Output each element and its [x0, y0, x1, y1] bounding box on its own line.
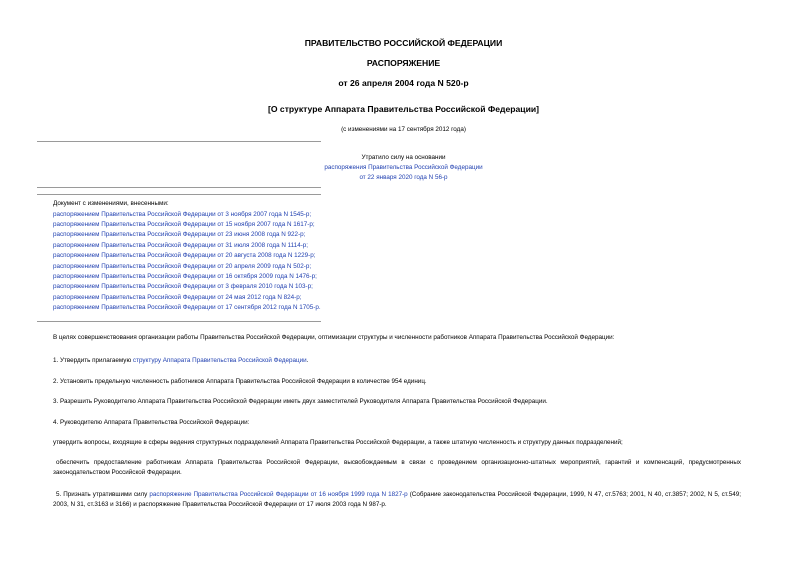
- clause-2: 2. Установить предельную численность работников Аппарата Правительства Российской Федерации в количестве 954 единиц.: [53, 378, 427, 385]
- change-link[interactable]: распоряжением Правительства Российской Федерации от 17 сентября 2012 года N 1705-р.: [53, 304, 321, 312]
- divider: [37, 141, 321, 142]
- change-link[interactable]: распоряжением Правительства Российской Федерации от 15 ноября 2007 года N 1617-р;: [53, 220, 315, 228]
- clause-5-rest: (Собрание законодательства Российской Федерации, 1999, N 47, ст.5763; 2001, N 40, ст.3857; 2002, N 5, ст.549; 2003, N 31, ст.3163 и 3166) и распоряжение Правительства Российской Федерации от 17 июля 2003 года N 987-р.: [53, 491, 741, 508]
- repeal-link[interactable]: распоряжения Правительства Российской Федерации: [324, 164, 483, 171]
- repealed-order-link[interactable]: распоряжение Правительства Российской Федерации от 16 ноября 1999 года N 1827-р: [149, 491, 408, 498]
- changes-intro: Документ с изменениями, внесенными:: [53, 200, 169, 207]
- clause-5-text: 5. Признать утратившими силу: [56, 491, 150, 498]
- clause-3: 3. Разрешить Руководителю Аппарата Правительства Российской Федерации иметь двух заместителей Руководителя Аппарата Правительства Российской Федерации.: [53, 398, 548, 405]
- clause-1: [53, 356, 741, 366]
- divider: [37, 321, 321, 322]
- clause-1-text: 1. Утвердить прилагаемую: [53, 357, 133, 364]
- revision-note: (с изменениями на 17 сентября 2012 года): [341, 126, 466, 133]
- divider: [37, 187, 321, 188]
- clause-1-end: .: [306, 357, 309, 364]
- change-link[interactable]: распоряжением Правительства Российской Федерации от 20 апреля 2009 года N 502-р;: [53, 262, 312, 270]
- change-link[interactable]: распоряжением Правительства Российской Федерации от 3 февраля 2010 года N 103-р;: [53, 283, 313, 291]
- change-link[interactable]: распоряжением Правительства Российской Федерации от 23 июня 2008 года N 922-р;: [53, 231, 306, 239]
- change-link[interactable]: распоряжением Правительства Российской Федерации от 3 ноября 2007 года N 1545-р;: [53, 210, 312, 218]
- clause-4: 4. Руководителю Аппарата Правительства Российской Федерации:: [53, 419, 250, 426]
- change-link[interactable]: распоряжением Правительства Российской Федерации от 31 июля 2008 года N 1114-р;: [53, 241, 309, 249]
- structure-link[interactable]: структуру Аппарата Правительства Российской Федерации: [132, 357, 307, 364]
- clause-4-item-a: утвердить вопросы, входящие в сферы ведения структурных подразделений Аппарата Правительства Российской Федерации, а также штатную численность и структуру данных подразделений;: [53, 439, 623, 446]
- change-link[interactable]: распоряжением Правительства Российской Федерации от 24 мая 2012 года N 824-р;: [53, 293, 302, 301]
- change-link[interactable]: распоряжением Правительства Российской Федерации от 16 октября 2009 года N 1476-р;: [53, 272, 317, 280]
- clause-4-item-b: обеспечить предоставление работникам Аппарата Правительства Российской Федерации, высвобождаемым в связи с проведением организационно-штатных мероприятий, гарантий и компенсаций, предусмотренных законодательством Российской Федерации.: [53, 459, 741, 476]
- divider: [37, 194, 321, 195]
- document-date-number: от 26 апреля 2004 года N 520-р: [338, 78, 469, 88]
- preamble: В целях совершенствования организации работы Правительства Российской Федерации, оптимизации структуры и численности работников Аппарата Правительства Российской Федерации:: [53, 334, 615, 341]
- document-type: РАСПОРЯЖЕНИЕ: [366, 58, 441, 68]
- clause-5: [53, 490, 741, 510]
- government-name: ПРАВИТЕЛЬСТВО РОССИЙСКОЙ ФЕДЕРАЦИИ: [304, 38, 503, 48]
- status-line: Утратило силу на основании: [361, 154, 446, 161]
- change-link[interactable]: распоряжением Правительства Российской Федерации от 20 августа 2008 года N 1229-р;: [53, 252, 316, 260]
- document-title: [О структуре Аппарата Правительства Российской Федерации]: [268, 104, 539, 114]
- repeal-link-date[interactable]: от 22 января 2020 года N 56-р: [359, 174, 448, 181]
